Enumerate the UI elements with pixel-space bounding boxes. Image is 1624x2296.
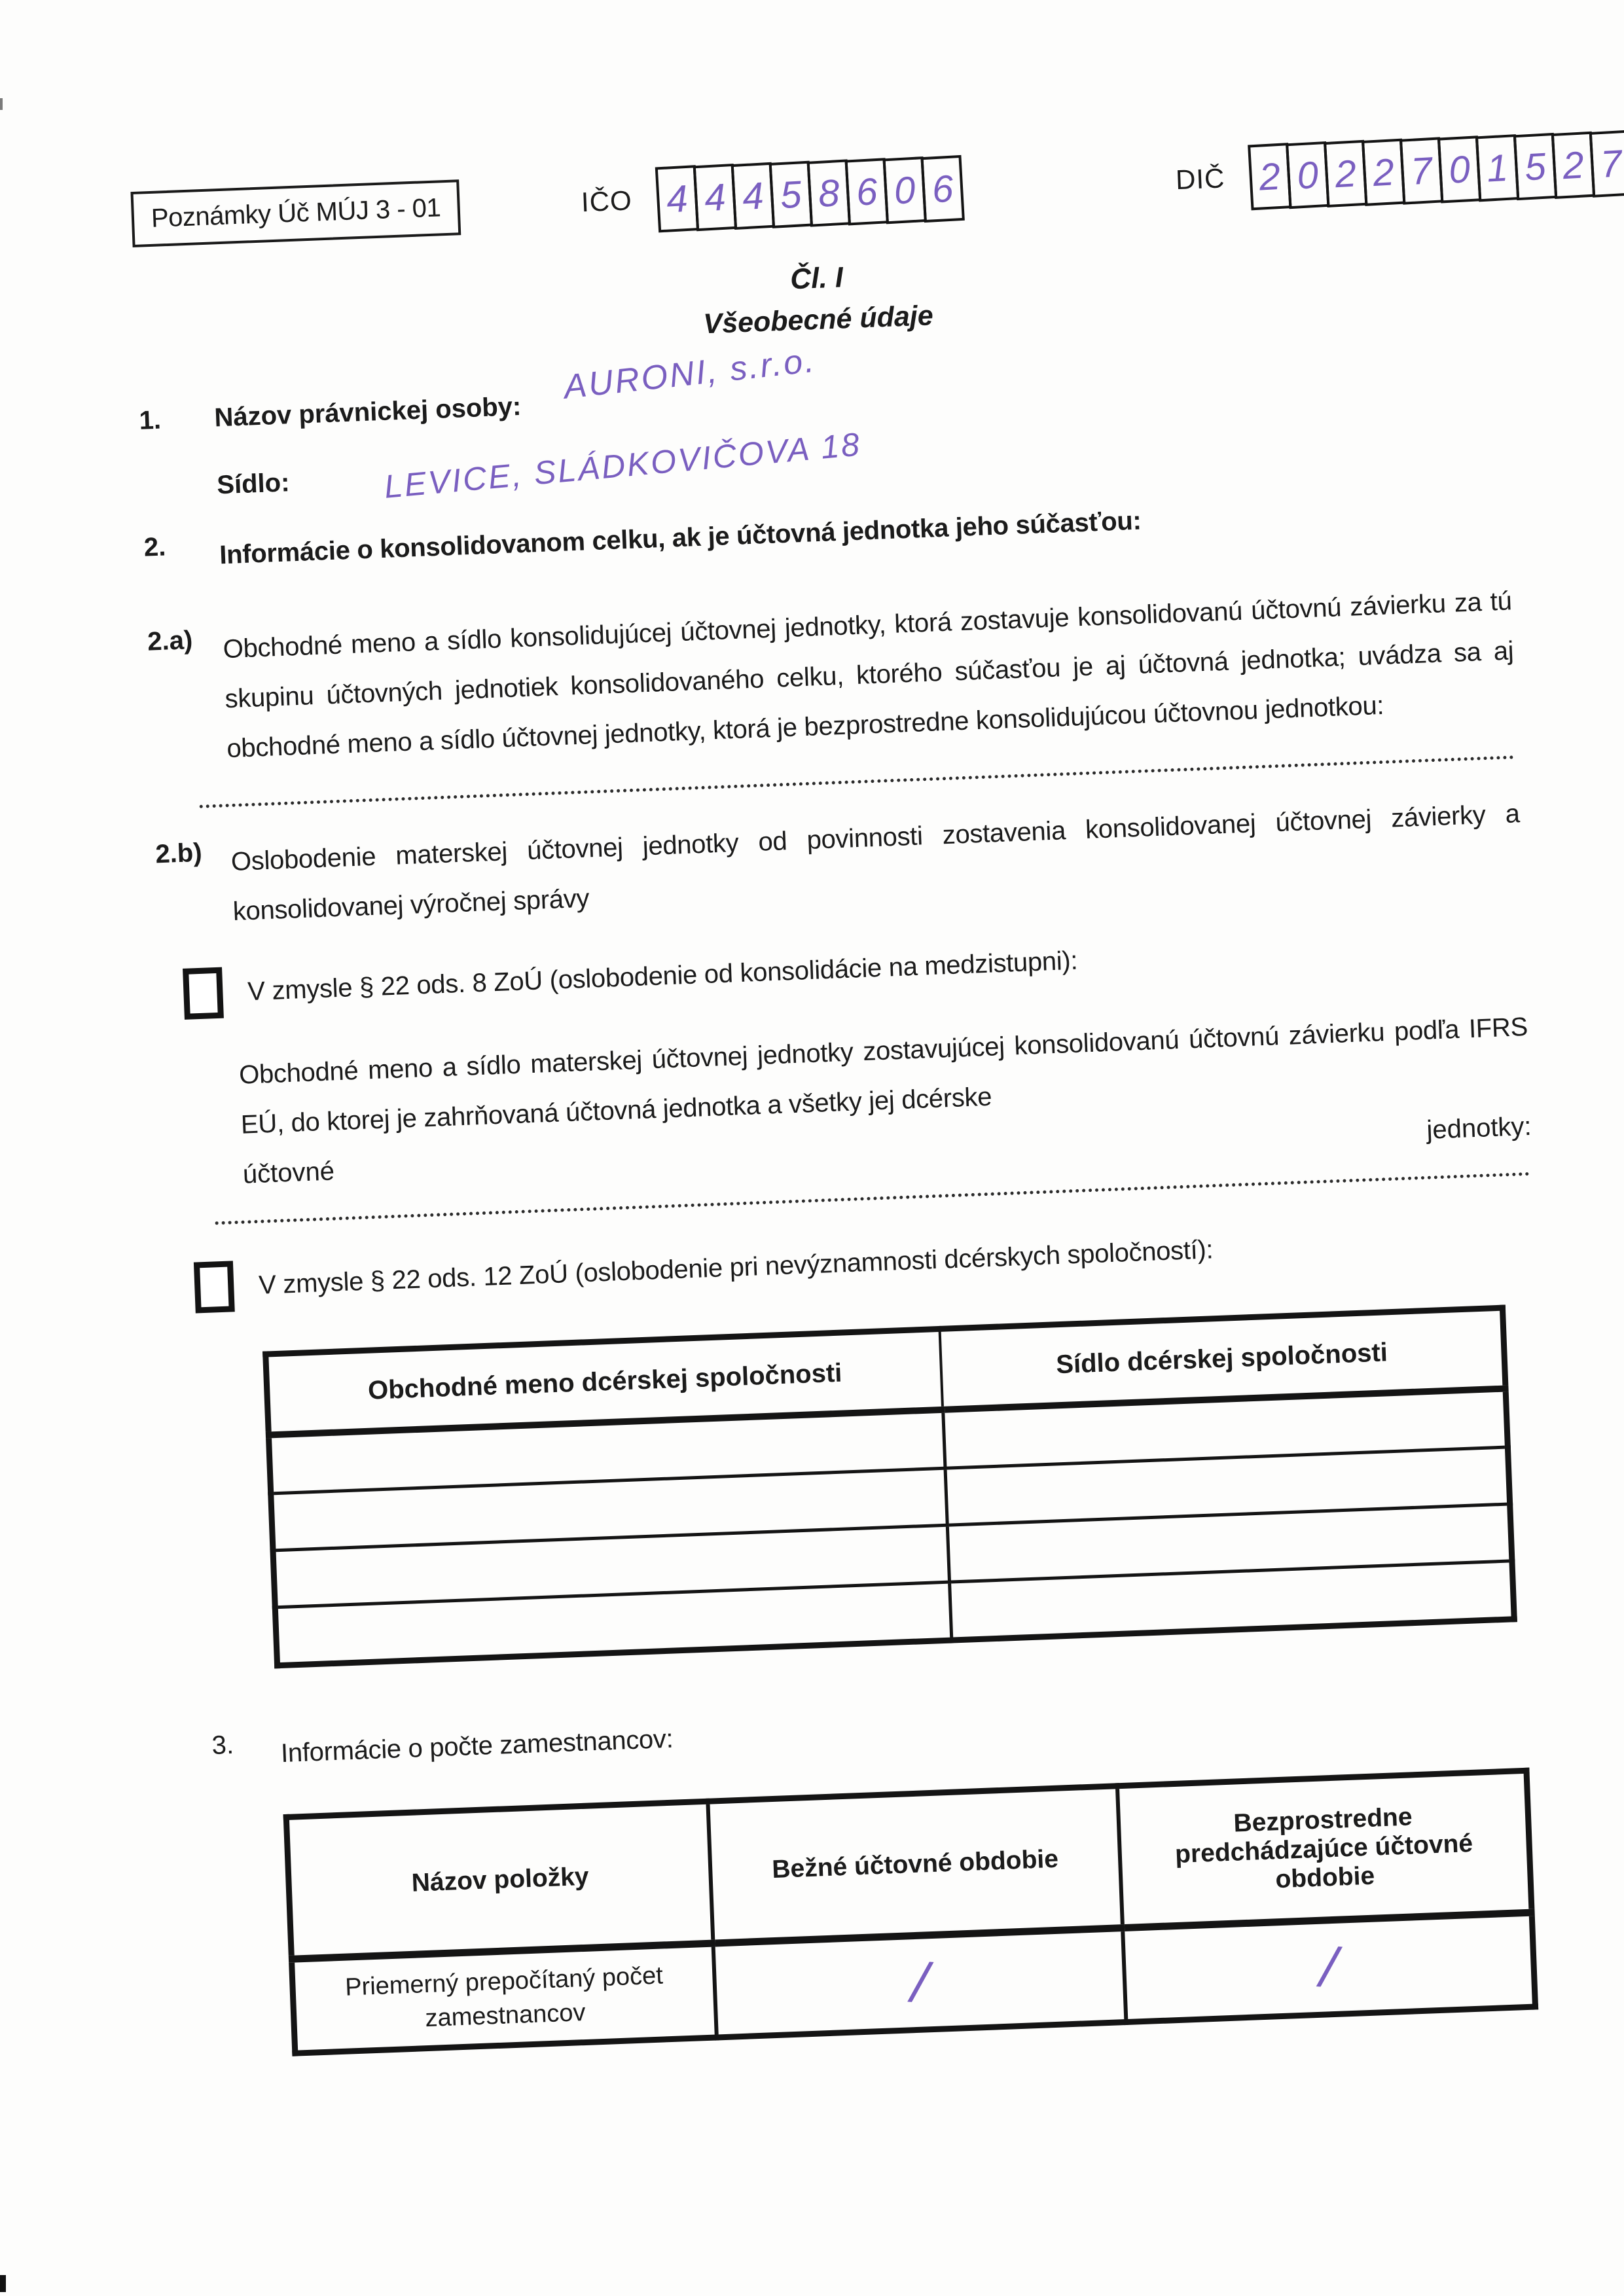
handwritten-slash: / xyxy=(1318,1935,1339,2000)
item-3-heading-row xyxy=(211,1681,1554,1781)
article-subtitle: Všeobecné údaje xyxy=(702,300,934,340)
dic-digit-cell[interactable]: 2 xyxy=(1551,132,1595,199)
ico-digit-cell[interactable]: 6 xyxy=(921,155,965,223)
dic-digit-cell[interactable]: 5 xyxy=(1513,133,1557,200)
form-content xyxy=(130,135,1623,2060)
ico-digit-cell[interactable]: 6 xyxy=(845,158,889,225)
employees-table xyxy=(283,1768,1539,2056)
item-1 xyxy=(138,341,1506,505)
employees-col-header-item: Názov položky xyxy=(286,1801,713,1959)
item-2-heading: Informácie o konsolidovanom celku, ak je účtovná jednotka jeho súčasťou: xyxy=(219,506,1142,570)
employees-col-header-previous-period: Bezprostredne predchádzajúce účtovné obdobie xyxy=(1117,1770,1532,1928)
item-2b-paragraph: Oslobodenie materskej účtovnej jednotky od povinnosti zostavenia konsolidovanej účtovnej závierky a konsolidovanej výročnej správy xyxy=(230,799,1521,926)
dic-label: DIČ xyxy=(1175,162,1226,196)
exemption-option-2-row xyxy=(194,1212,1536,1314)
dic-digit-cells xyxy=(1251,130,1624,210)
subsidiaries-table xyxy=(262,1304,1517,1668)
item-3-heading: Informácie o počte zamestnancov: xyxy=(280,1724,674,1768)
legal-entity-name-handwritten-value: AURONI, s.r.o. xyxy=(562,341,818,406)
registered-office-label: Sídlo: xyxy=(216,468,291,500)
exemption-option-1-row xyxy=(183,918,1525,1020)
dic-digit-cell[interactable]: 7 xyxy=(1399,137,1443,204)
ico-digit-cell[interactable]: 0 xyxy=(883,156,927,224)
scan-artifact xyxy=(0,2275,6,2292)
item-2a-number: 2.a) xyxy=(147,626,193,656)
item-2-number: 2. xyxy=(143,532,167,562)
dic-digit-cell[interactable]: 7 xyxy=(1589,130,1624,198)
dic-digit-cell[interactable]: 2 xyxy=(1362,139,1405,206)
employees-previous-period-cell[interactable] xyxy=(1123,1912,1536,2022)
item-1-number: 1. xyxy=(138,405,162,435)
ico-group xyxy=(580,155,964,235)
item-2b-row xyxy=(155,789,1523,939)
ico-digit-cells xyxy=(659,155,964,232)
exemption-checkbox-2[interactable] xyxy=(194,1261,235,1313)
exemption-checkbox-2-label: V zmysle § 22 ods. 12 ZoÚ (oslobodenie pri nevýznamnosti dcérskych spoločností): xyxy=(258,1234,1214,1300)
form-code-box: Poznámky Úč MÚJ 3 - 01 xyxy=(130,179,461,247)
article-title: Čl. I xyxy=(789,261,844,296)
ifrs-paragraph xyxy=(238,1002,1532,1200)
exemption-checkbox-1-label: V zmysle § 22 ods. 8 ZoÚ (oslobodenie od konsolidácie na medzistupni): xyxy=(247,946,1078,1006)
form-header-row xyxy=(130,135,1623,252)
exemption-checkbox-1[interactable] xyxy=(183,967,224,1020)
dic-digit-cell[interactable]: 1 xyxy=(1475,134,1519,202)
item-2a-row xyxy=(147,576,1516,776)
item-2b-number: 2.b) xyxy=(154,838,203,869)
legal-entity-name-label: Názov právnickej osoby: xyxy=(213,391,522,433)
subsidiaries-col-header-office: Sídlo dcérskej spoločnosti xyxy=(940,1308,1506,1410)
ifrs-paragraph-left-word: účtovné xyxy=(242,1157,335,1189)
dic-digit-cell[interactable]: 0 xyxy=(1286,141,1330,209)
registered-office-handwritten-value: LEVICE, SLÁDKOVIČOVA 18 xyxy=(382,425,863,505)
subsidiaries-col-header-name: Obchodné meno dcérskej spoločnosti xyxy=(266,1329,943,1435)
ico-digit-cell[interactable]: 4 xyxy=(655,165,699,232)
scan-artifact xyxy=(0,98,3,110)
ico-digit-cell[interactable]: 4 xyxy=(693,164,737,231)
item-2a-paragraph: Obchodné meno a sídlo konsolidujúcej účtovnej jednotky, ktorá zostavuje konsolidovanú účtovnú závierku za tú skupinu účtovných jednotiek konsolidovaného celku, ktorého súčasťou je aj účtovná jednotka; uvádza sa aj obchodné meno a sídlo účtovnej jednotky, ktorá je bezprostredne konsolidujúcou účtovnou jednotkou: xyxy=(222,586,1515,764)
ico-digit-cell[interactable]: 5 xyxy=(769,161,813,228)
ifrs-paragraph-main: Obchodné meno a sídlo materskej účtovnej jednotky zostavujúcej konsolidovanú účtovnú závierku podľa IFRS EÚ, do ktorej je zahrňovaná účtovná jednotka a všetky jej dcérske xyxy=(238,1012,1528,1139)
item-3-number: 3. xyxy=(211,1730,234,1761)
ico-label: IČO xyxy=(581,185,633,218)
ico-digit-cell[interactable]: 4 xyxy=(731,162,775,230)
dic-digit-cell[interactable]: 2 xyxy=(1324,140,1368,207)
employees-col-header-current-period: Bežné účtovné obdobie xyxy=(708,1786,1122,1943)
ifrs-paragraph-right-word: jednotky: xyxy=(1426,1111,1532,1145)
dic-digit-cell[interactable]: 0 xyxy=(1437,135,1481,203)
employees-row-label-cell: Priemerný prepočítaný počet zamestnancov xyxy=(291,1943,717,2053)
handwritten-slash: / xyxy=(909,1950,930,2015)
employees-current-period-cell[interactable] xyxy=(713,1928,1127,2037)
ico-digit-cell[interactable]: 8 xyxy=(807,159,851,226)
dic-digit-cell[interactable]: 2 xyxy=(1248,143,1292,210)
item-2-heading-row xyxy=(143,482,1509,583)
dic-group xyxy=(1174,130,1624,213)
